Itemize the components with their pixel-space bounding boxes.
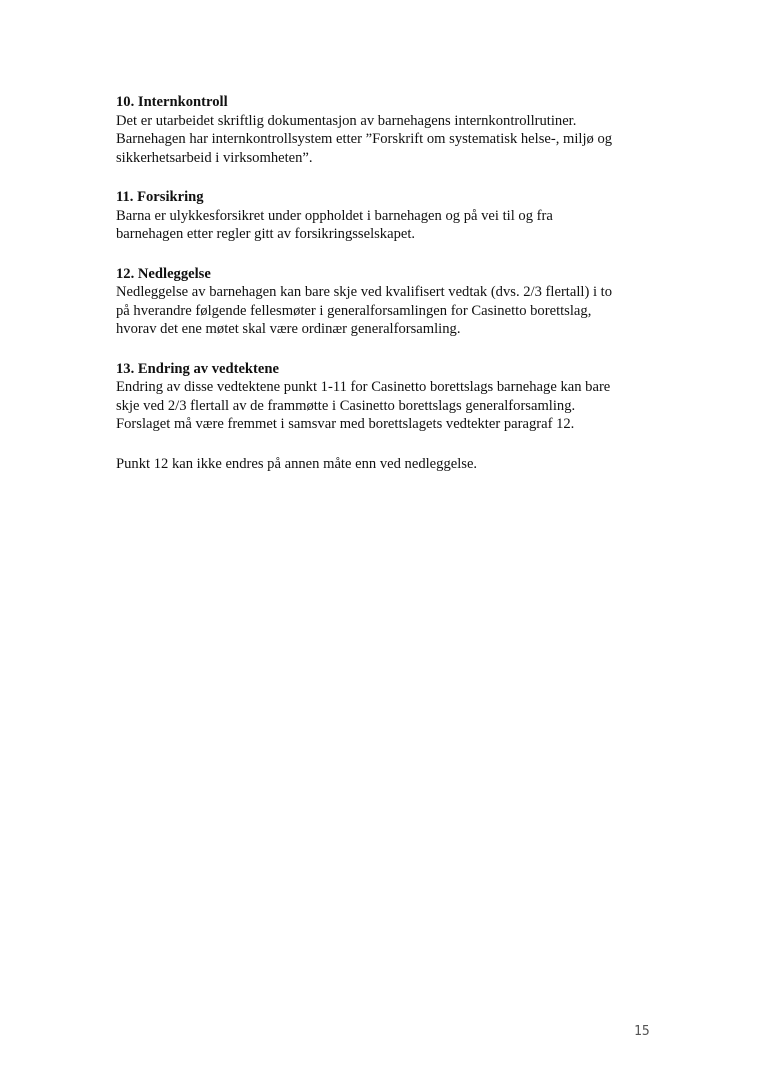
section-internkontroll [116,93,676,167]
section-text-line: Nedleggelse av barnehagen kan bare skje ved kvalifisert vedtak (dvs. 2/3 flertall) i to [116,284,613,300]
section-title: 10. Internkontroll [116,94,228,110]
section-endring-av-vedtektene [116,360,676,434]
section-nedleggelse [116,265,676,339]
section-text-line: Barnehagen har internkontrollsystem etter ”Forskrift om systematisk helse-, miljø og [116,131,613,147]
section-title: 13. Endring av vedtektene [116,360,279,377]
section-text-line: hvorav det ene møtet skal være ordinær generalforsamling. [116,321,461,337]
section-text-line: sikkerhetsarbeid i virksomheten”. [116,149,313,166]
section-text-line: på hverandre følgende fellesmøter i generalforsamlingen for Casinetto borettslag, [116,302,592,319]
section-text-line: skje ved 2/3 flertall av de frammøtte i Casinetto borettslags generalforsamling. [116,397,576,414]
section-text-line: Barna er ulykkesforsikret under oppholdet i barnehagen og på vei til og fra [116,207,553,224]
section-title: 11. Forsikring [116,189,204,205]
section-forsikring [116,188,676,244]
section-text-line: Endring av disse vedtektene punkt 1-11 for Casinetto borettslags barnehage kan bare [116,379,611,395]
page-number: 15 [634,1024,650,1039]
section-title: 12. Nedleggelse [116,265,211,282]
closing-paragraph: Punkt 12 kan ikke endres på annen måte enn ved nedleggelse. [116,455,478,472]
section-text-line: barnehagen etter regler gitt av forsikringsselskapet. [116,226,416,242]
section-text-line: Forslaget må være fremmet i samsvar med borettslagets vedtekter paragraf 12. [116,416,575,432]
section-text-line: Det er utarbeidet skriftlig dokumentasjon av barnehagens internkontrollrutiner. [116,112,577,129]
page-body [116,93,676,473]
